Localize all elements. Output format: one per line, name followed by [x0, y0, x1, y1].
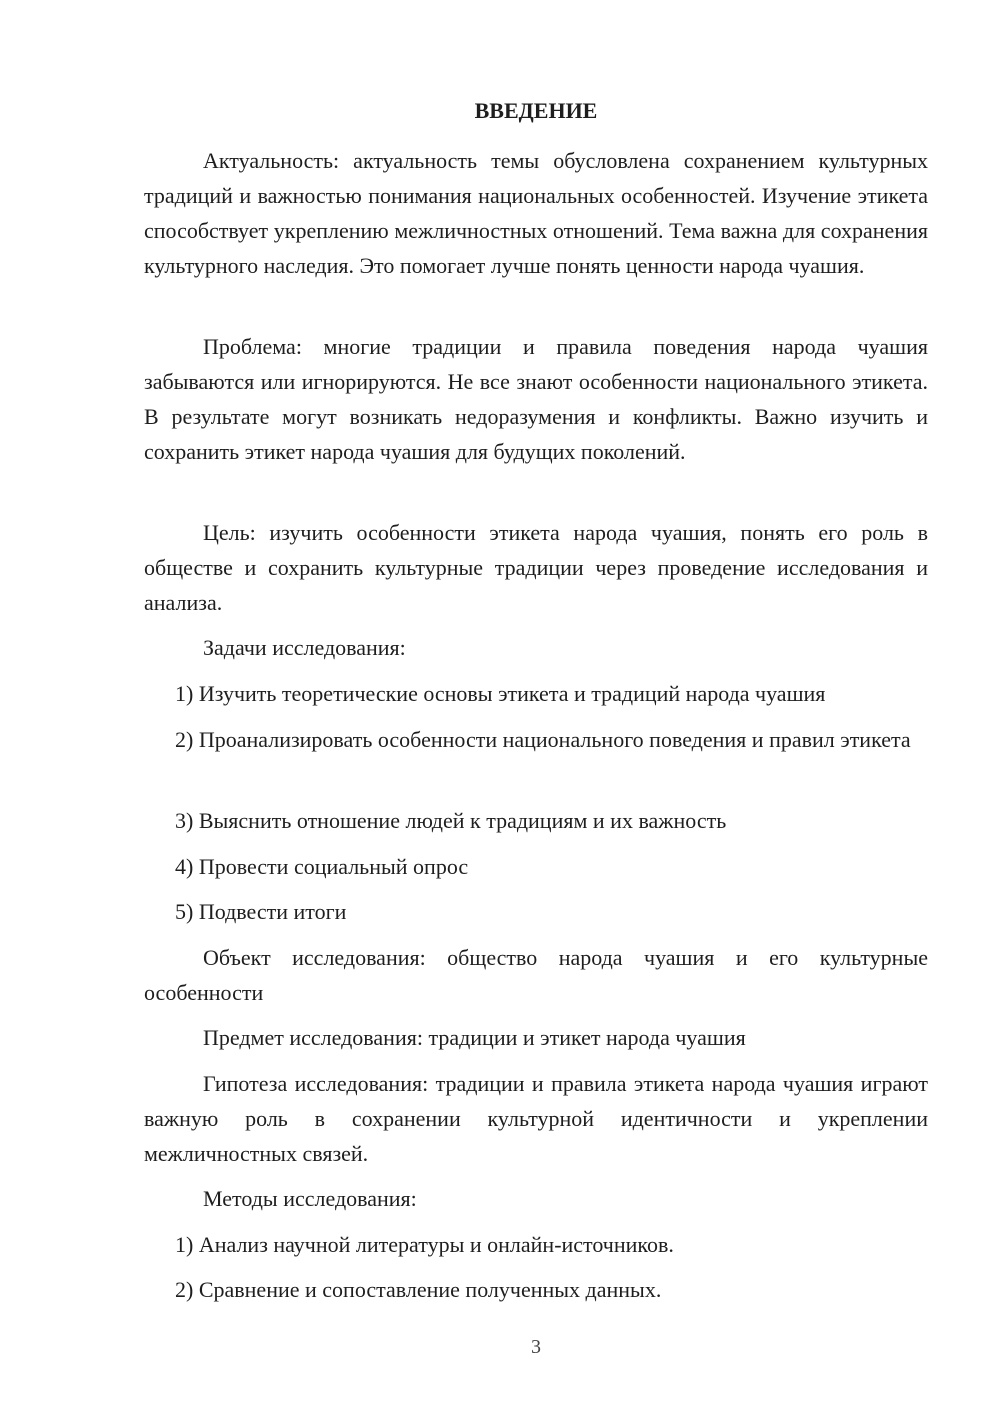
- task-item-4: 4) Провести социальный опрос: [175, 854, 469, 879]
- method-item-1: 1) Анализ научной литературы и онлайн-источников.: [175, 1232, 674, 1257]
- task-item-3: 3) Выяснить отношение людей к традициям и их важность: [175, 808, 727, 833]
- object-paragraph: Объект исследования: общество народа чуашия и его культурные особенности: [144, 945, 928, 1005]
- problem-paragraph: Проблема: многие традиции и правила поведения народа чуашия забываются или игнорируются. Не все знают особенности национального этикета. В результате могут возникать недоразумения и конфликты. Важно изучить и сохранить этикет народа чуашия для будущих поколений.: [144, 334, 928, 464]
- page-number: 3: [531, 1336, 541, 1358]
- task-item-5: 5) Подвести итоги: [175, 899, 347, 924]
- relevance-paragraph: Актуальность: актуальность темы обусловлена сохранением культурных традиций и важностью понимания национальных особенностей. Изучение этикета способствует укреплению межличностных отношений. Тема важна для сохранения культурного наследия. Это помогает лучше понять ценности народа чуашия.: [144, 148, 928, 278]
- document-page: [144, 0, 928, 1414]
- task-item-2: 2) Проанализировать особенности национального поведения и правил этикета: [175, 727, 911, 752]
- goal-paragraph: Цель: изучить особенности этикета народа чуашия, понять его роль в обществе и сохранить культурные традиции через проведение исследования и анализа.: [144, 520, 928, 615]
- tasks-title: Задачи исследования:: [203, 635, 406, 660]
- method-item-2: 2) Сравнение и сопоставление полученных данных.: [175, 1277, 662, 1302]
- methods-title: Методы исследования:: [203, 1186, 417, 1211]
- task-item-1: 1) Изучить теоретические основы этикета и традиций народа чуашия: [175, 681, 826, 706]
- page-heading: ВВЕДЕНИЕ: [474, 98, 598, 123]
- subject-paragraph: Предмет исследования: традиции и этикет народа чуашия: [203, 1025, 746, 1050]
- hypothesis-paragraph: Гипотеза исследования: традиции и правила этикета народа чуашия играют важную роль в сохранении культурной идентичности и укреплении межличностных связей.: [144, 1071, 928, 1166]
